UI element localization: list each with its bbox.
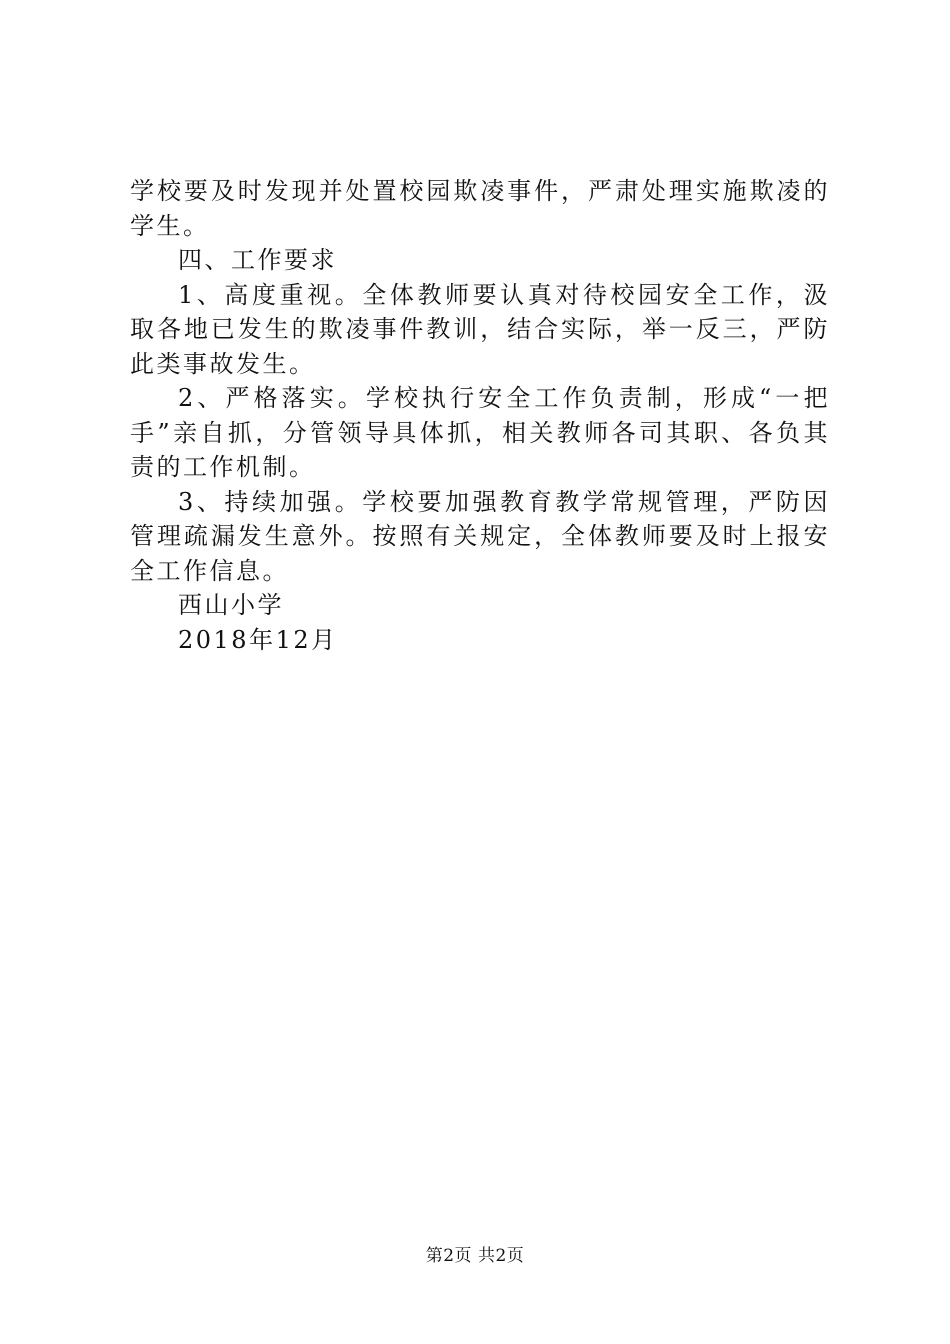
document-body — [130, 174, 830, 657]
paragraph-requirement-3: 3、持续加强。学校要加强教育教学常规管理，严防因管理疏漏发生意外。按照有关规定，全体教师要及时上报安全工作信息。 — [130, 487, 830, 585]
signature-date: 2018年12月 — [178, 625, 338, 654]
page-number-info: 第2页 共2页 — [425, 1246, 525, 1266]
paragraph-intro-continuation: 学校要及时发现并处置校园欺凌事件，严肃处理实施欺凌的学生。 — [130, 177, 830, 240]
page-footer — [0, 1241, 950, 1266]
section-heading-work-requirements: 四、工作要求 — [178, 246, 337, 274]
paragraph-requirement-1: 1、高度重视。全体教师要认真对待校园安全工作，汲取各地已发生的欺凌事件教训，结合实际，举一反三，严防此类事故发生。 — [130, 280, 830, 378]
paragraph-requirement-2: 2、严格落实。学校执行安全工作负责制，形成“一把手”亲自抓，分管领导具体抓，相关教师各司其职、各负其责的工作机制。 — [130, 384, 830, 481]
signature-school-name: 西山小学 — [178, 591, 284, 619]
